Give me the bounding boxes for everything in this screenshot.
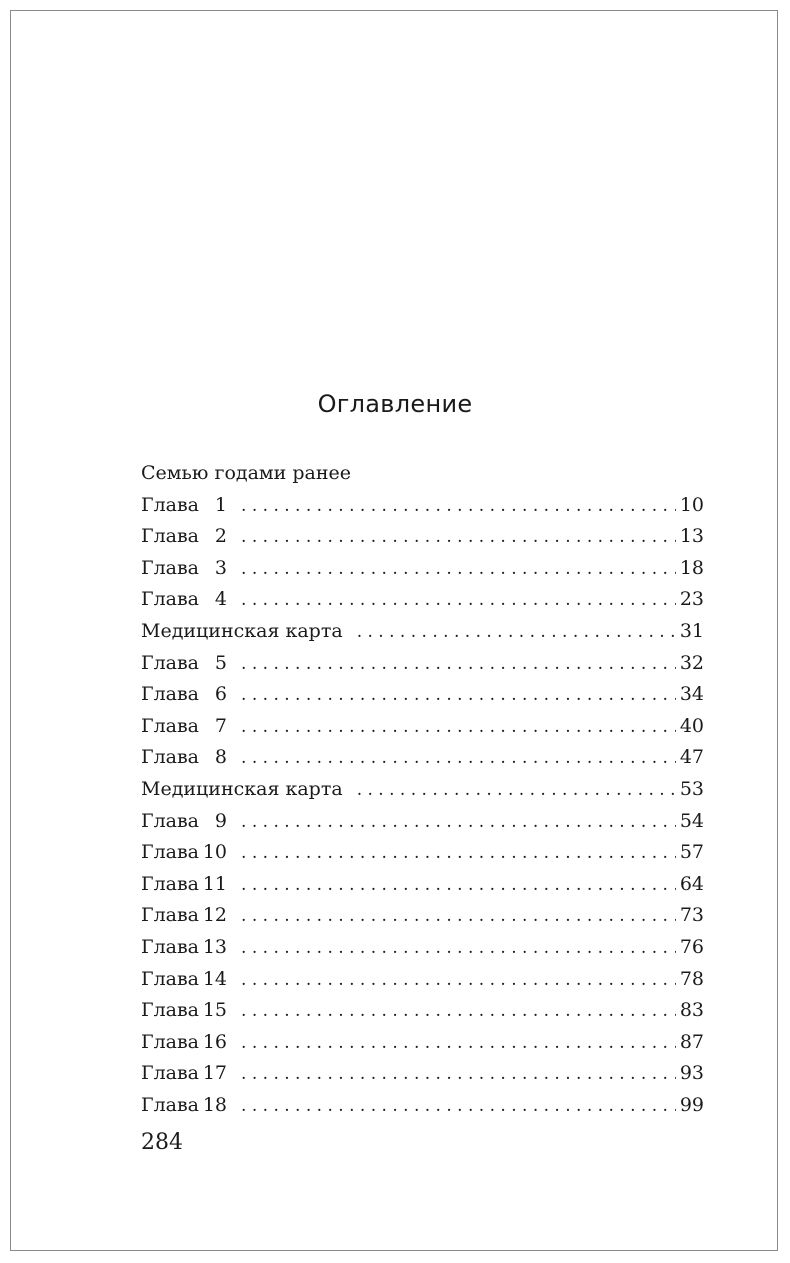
toc-entry-page: 93	[679, 1062, 704, 1085]
toc-entry-title: Глава	[141, 904, 200, 927]
toc-entry-label	[141, 584, 227, 616]
toc-entry[interactable]	[141, 995, 704, 1027]
toc-leader-dots	[241, 585, 676, 617]
toc-entry-label	[141, 869, 227, 901]
toc-entry-label	[141, 742, 227, 774]
toc-entry-page: 83	[679, 999, 704, 1022]
toc-entry[interactable]	[141, 648, 704, 680]
toc-leader-dots	[241, 901, 676, 933]
toc-entry-number: 15	[202, 999, 228, 1022]
toc-leader-dots	[241, 838, 676, 870]
toc-entry-number: 16	[202, 1030, 228, 1053]
toc-leader-dots	[241, 1091, 676, 1123]
toc-entry[interactable]	[141, 616, 704, 648]
toc-leader-dots	[241, 933, 676, 965]
toc-entry-number: 2	[214, 525, 228, 548]
toc-entry-label	[141, 1058, 227, 1090]
toc-leader-dots	[241, 649, 676, 681]
toc-entry[interactable]	[141, 742, 704, 774]
toc-entry[interactable]	[141, 900, 704, 932]
toc-entry-page: 13	[679, 525, 704, 548]
toc-leader-dots	[241, 554, 676, 586]
toc-entry-title: Глава	[141, 935, 200, 958]
toc-entry-number: 17	[202, 1062, 228, 1085]
toc-entry-label	[141, 490, 227, 522]
toc-entry-title: Глава	[141, 841, 200, 864]
toc-entry-number: 7	[214, 714, 228, 737]
toc-entry-page: 10	[679, 493, 704, 516]
toc-entry-number: 8	[214, 746, 228, 769]
toc-entry-number: 18	[202, 1093, 228, 1116]
toc-entry-page: 31	[679, 619, 704, 642]
toc-entry-title: Медицинская карта	[141, 619, 343, 642]
toc-entry[interactable]	[141, 679, 704, 711]
page-number: 284	[141, 1130, 183, 1155]
toc-entry-title: Глава	[141, 651, 200, 674]
toc-entry[interactable]	[141, 521, 704, 553]
toc-entry-label	[141, 711, 227, 743]
toc-entry-page: 23	[679, 588, 704, 611]
toc-title: Оглавление	[317, 390, 473, 418]
toc-entry-title: Глава	[141, 809, 200, 832]
toc-leader-dots	[241, 743, 676, 775]
toc-entry[interactable]	[141, 1058, 704, 1090]
toc-leader-dots	[241, 680, 676, 712]
toc-entry-page: 32	[679, 651, 704, 674]
toc-leader-dots	[241, 996, 676, 1028]
toc-leader-dots	[241, 1059, 676, 1091]
toc-entry-number: 13	[202, 935, 228, 958]
toc-leader-dots	[241, 870, 676, 902]
toc-entry-title: Глава	[141, 967, 200, 990]
toc-entry-number: 9	[214, 809, 228, 832]
toc-entry-title: Глава	[141, 999, 200, 1022]
toc-entry-page: 87	[679, 1030, 704, 1053]
toc-entry-label	[141, 774, 343, 806]
toc-entry-number: 3	[214, 556, 228, 579]
toc-entry-label	[141, 932, 227, 964]
toc-entry-label	[141, 458, 351, 490]
toc-entry-page: 99	[679, 1093, 704, 1116]
toc-leader-dots	[241, 965, 676, 997]
toc-entry-page: 18	[679, 556, 704, 579]
toc-entry-page: 53	[679, 777, 704, 800]
toc-entry[interactable]	[141, 964, 704, 996]
toc-entry-label	[141, 553, 227, 585]
toc-entry-number: 4	[214, 588, 228, 611]
toc-entry[interactable]	[141, 553, 704, 585]
toc-entry-page: 54	[679, 809, 704, 832]
toc-leader-dots	[241, 491, 676, 523]
toc-entry-label	[141, 837, 227, 869]
toc-entry-number: 5	[214, 651, 228, 674]
toc-entry-label	[141, 521, 227, 553]
toc-leader-dots	[241, 522, 676, 554]
toc-entry-title: Глава	[141, 493, 200, 516]
toc-entry-label	[141, 1027, 227, 1059]
toc-entry-number: 1	[214, 493, 228, 516]
toc-list	[141, 458, 704, 1121]
toc-entry[interactable]	[141, 806, 704, 838]
toc-entry-label	[141, 900, 227, 932]
toc-entry[interactable]	[141, 1090, 704, 1122]
toc-entry-page: 57	[679, 841, 704, 864]
toc-entry-title: Глава	[141, 714, 200, 737]
toc-entry-title: Медицинская карта	[141, 777, 343, 800]
toc-leader-dots	[241, 807, 676, 839]
toc-entry-page: 78	[679, 967, 704, 990]
toc-entry[interactable]	[141, 490, 704, 522]
toc-entry-title: Глава	[141, 683, 200, 706]
toc-entry[interactable]	[141, 837, 704, 869]
toc-entry[interactable]	[141, 869, 704, 901]
toc-entry-label	[141, 995, 227, 1027]
toc-entry-title: Глава	[141, 1093, 200, 1116]
toc-entry-title: Глава	[141, 588, 200, 611]
toc-leader-dots	[357, 617, 676, 649]
toc-entry-page: 76	[679, 935, 704, 958]
toc-entry-number: 11	[202, 872, 228, 895]
toc-entry-page: 34	[679, 683, 704, 706]
toc-entry-label	[141, 1090, 227, 1122]
toc-entry[interactable]	[141, 774, 704, 806]
toc-entry-number: 14	[202, 967, 228, 990]
toc-entry-page: 47	[679, 746, 704, 769]
toc-entry-number: 12	[202, 904, 228, 927]
toc-entry-label	[141, 648, 227, 680]
toc-entry-number: 10	[202, 841, 228, 864]
toc-leader-dots	[241, 712, 676, 744]
toc-entry-label	[141, 964, 227, 996]
toc-leader-dots	[241, 1028, 676, 1060]
toc-entry-title: Глава	[141, 746, 200, 769]
toc-entry-title: Глава	[141, 872, 200, 895]
toc-entry[interactable]	[141, 711, 704, 743]
toc-entry-title: Глава	[141, 556, 200, 579]
toc-entry[interactable]	[141, 932, 704, 964]
toc-entry-label	[141, 616, 343, 648]
toc-entry[interactable]	[141, 584, 704, 616]
toc-entry-page: 40	[679, 714, 704, 737]
toc-entry-title: Глава	[141, 1030, 200, 1053]
toc-entry-label	[141, 679, 227, 711]
toc-entry[interactable]	[141, 458, 704, 490]
toc-entry-page: 64	[679, 872, 704, 895]
toc-entry-label	[141, 806, 227, 838]
toc-entry-title: Семью годами ранее	[141, 462, 352, 484]
toc-entry[interactable]	[141, 1027, 704, 1059]
toc-entry-number: 6	[214, 683, 228, 706]
toc-entry-title: Глава	[141, 525, 200, 548]
toc-entry-page: 73	[679, 904, 704, 927]
toc-leader-dots	[357, 775, 676, 807]
toc-entry-title: Глава	[141, 1062, 200, 1085]
